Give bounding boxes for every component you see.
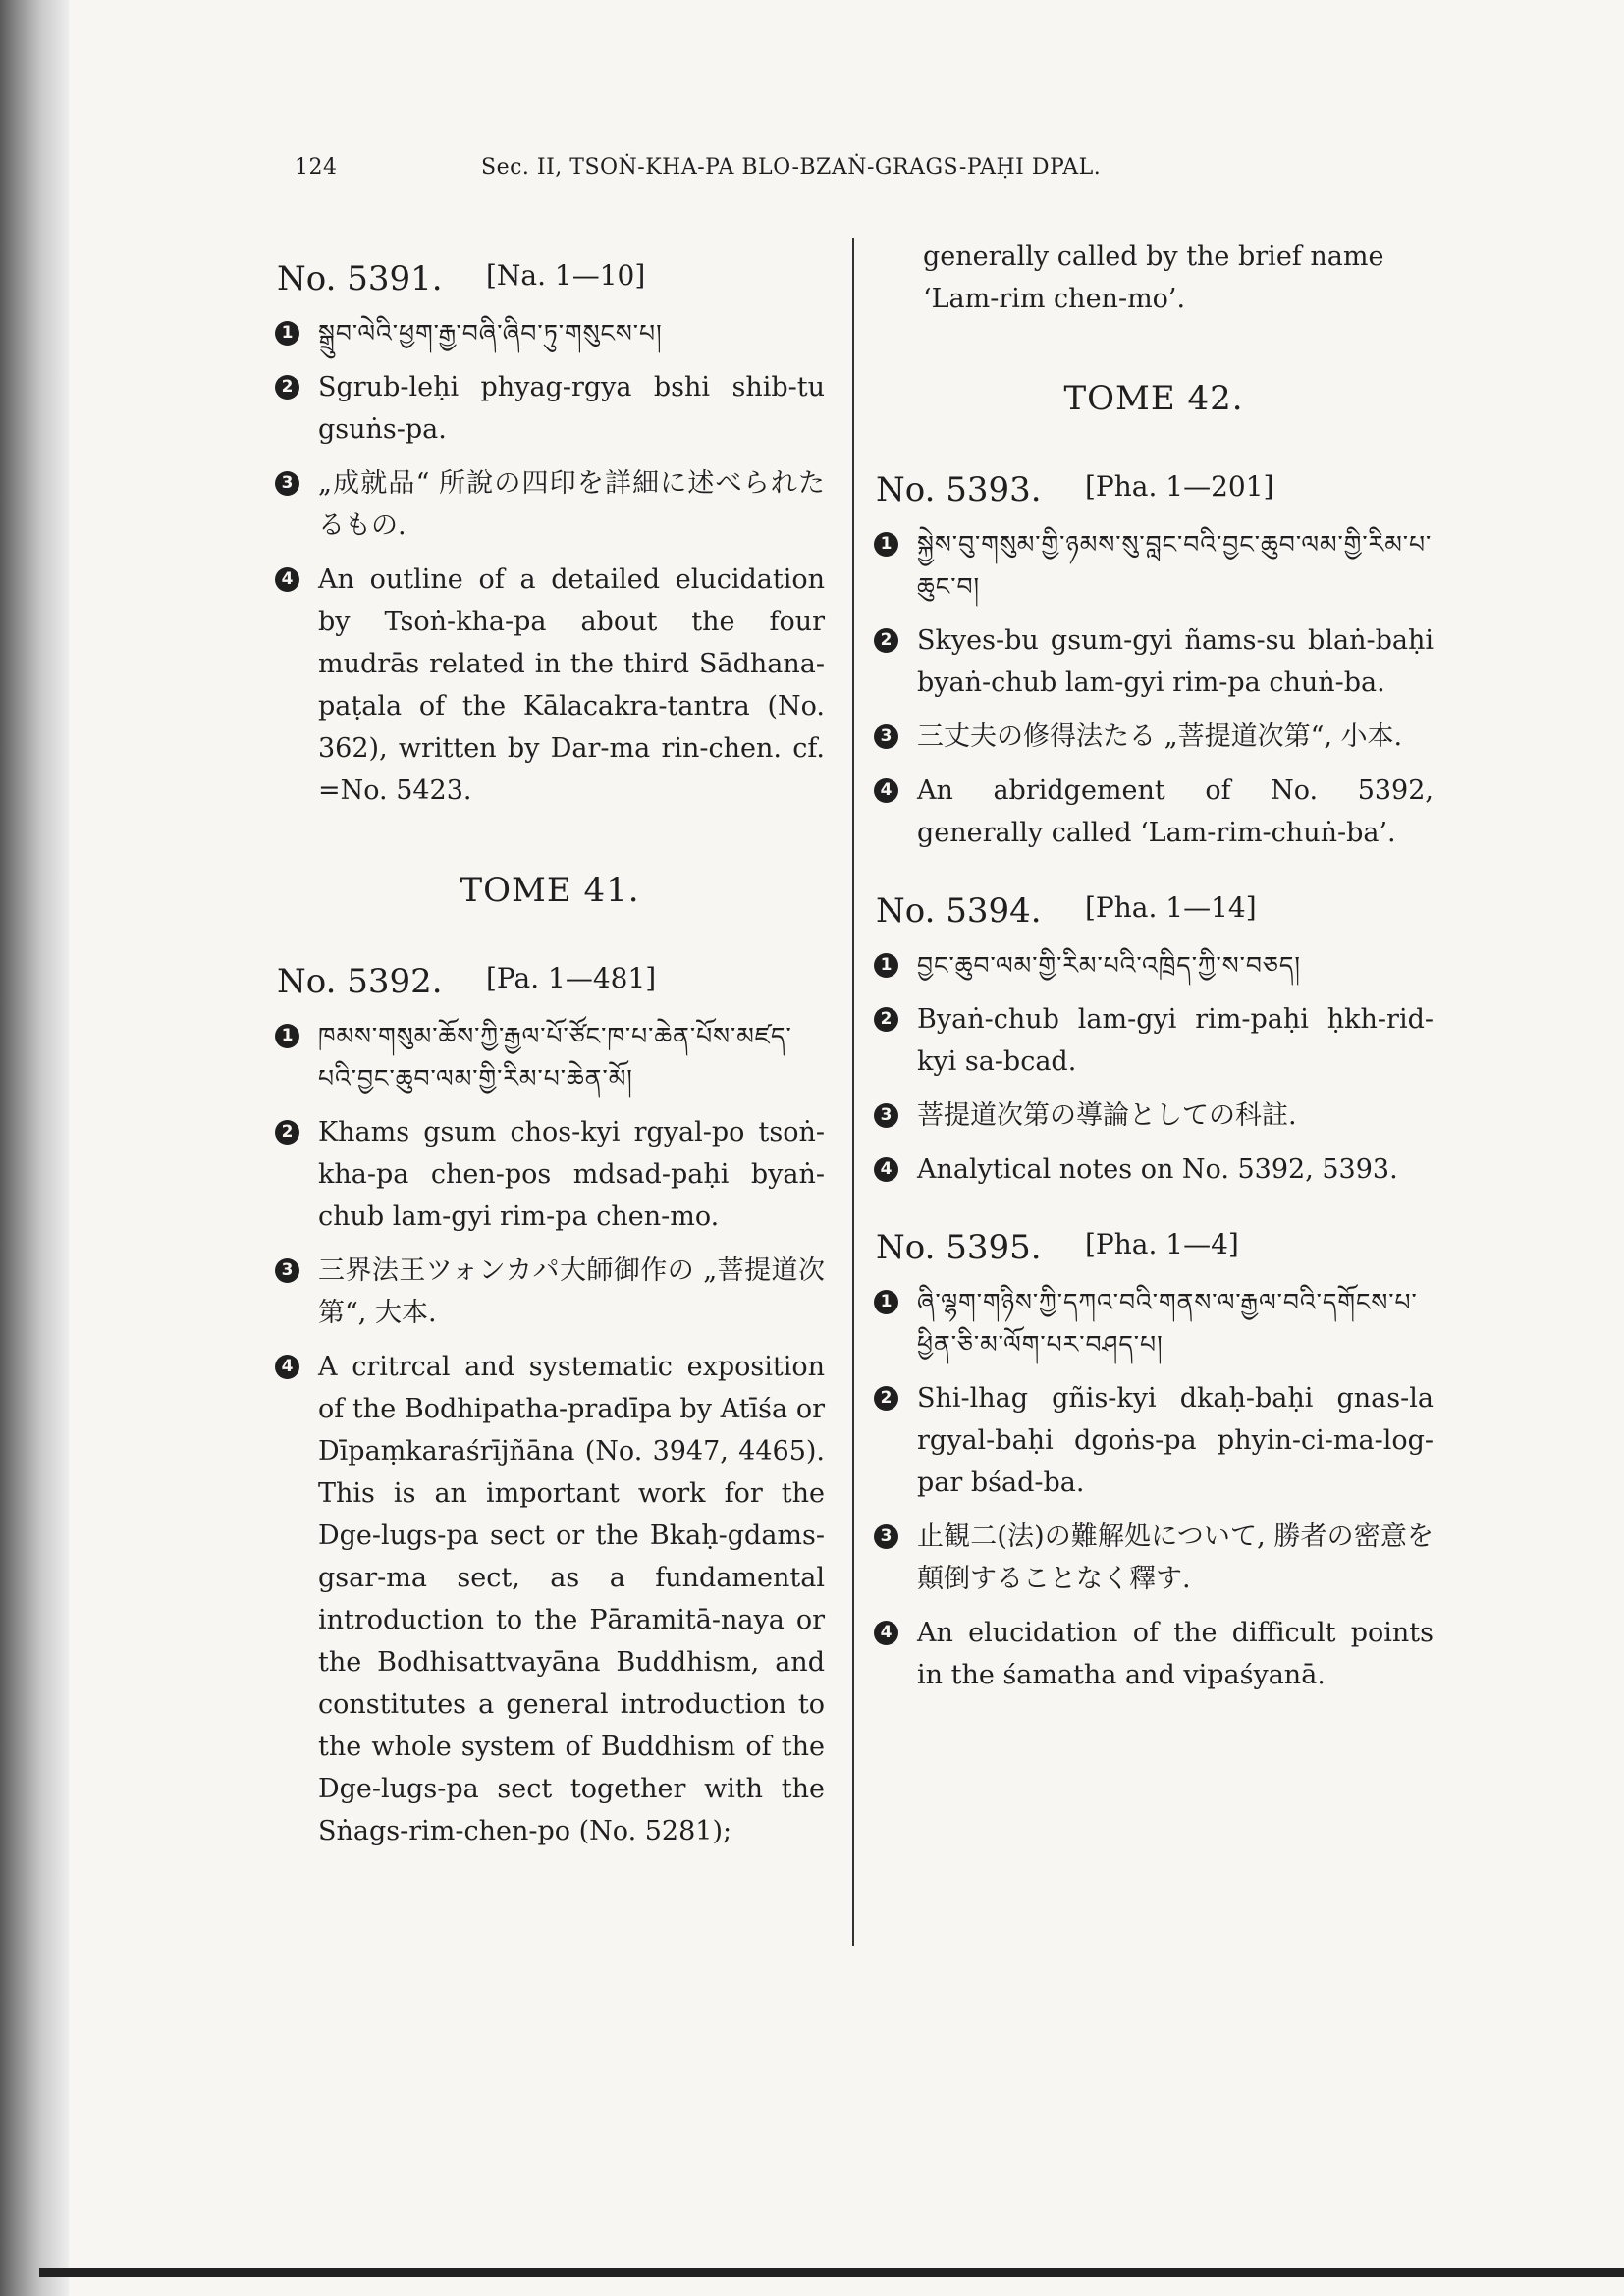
tibetan-title-item	[874, 944, 1434, 987]
tibetan-title: ཞི་ལྷག་གཉིས་ཀྱི་དཀའ་བའི་གནས་ལ་རྒྱལ་བའི་དགོངས་པ་ཕྱིན་ཅི་མ་ལོག་པར་བཤད་པ།	[917, 1288, 1418, 1359]
japanese-item	[874, 1516, 1434, 1600]
entry-heading	[874, 1220, 1434, 1269]
entry-number: No. 5394.	[876, 891, 1042, 931]
circled-4-icon: 4	[275, 567, 299, 592]
english-description: A critrcal and systematic exposition of the Bodhipatha-pradīpa by Atīśa or Dīpaṃkaraśrījñāna (No. 3947, 4465). This is an important work for the Dge-lugs-pa sect or the Bkaḥ-gdams-gsar-ma sect, as a fundamental introduction to the Pāramitā-naya or the Bodhisattvayāna Buddhism, and constitutes a general introduction to the whole system of Buddhism of the Dge-lugs-pa sect together with the Sṅags-rim-chen-po (No. 5281);	[318, 1352, 825, 1846]
circled-2-icon: 2	[275, 1120, 299, 1145]
english-item	[874, 1148, 1434, 1191]
tibetan-title: བྱང་ཆུབ་ལམ་གྱི་རིམ་པའི་འཁྲིད་ཀྱི་ས་བཅད།	[917, 951, 1301, 980]
circled-3-icon: 3	[874, 724, 898, 749]
entry-5391	[275, 251, 825, 812]
japanese-translation: 止観二(法)の難解処について, 勝者の密意を顛倒することなく釋す.	[917, 1522, 1434, 1594]
circled-4-icon: 4	[874, 778, 898, 803]
entry-folio-ref: [Pha. 1—201]	[1085, 470, 1274, 503]
transliteration: Shi-lhag gñis-kyi dkaḥ-baḥi gnas-la rgyal-baḥi dgoṅs-pa phyin-ci-ma-log-par bśad-ba.	[917, 1383, 1434, 1498]
tibetan-title-item	[275, 1015, 825, 1099]
tome-heading: TOME 42.	[1063, 379, 1244, 418]
circled-4-icon: 4	[275, 1355, 299, 1379]
circled-3-icon: 3	[275, 471, 299, 496]
tibetan-title-item	[874, 1281, 1434, 1365]
running-header	[285, 147, 1276, 187]
column-divider	[852, 238, 854, 1946]
entry-number: No. 5392.	[277, 962, 443, 1001]
entry-folio-ref: [Na. 1—10]	[486, 259, 646, 292]
circled-4-icon: 4	[874, 1157, 898, 1182]
japanese-translation: 菩提道次第の導論としての科註.	[917, 1100, 1297, 1131]
circled-3-icon: 3	[874, 1524, 898, 1549]
transliteration: Skyes-bu gsum-gyi ñams-su blaṅ-baḥi byaṅ-chub lam-gyi rim-pa chuṅ-ba.	[917, 625, 1434, 698]
japanese-item	[275, 1250, 825, 1334]
circled-1-icon: 1	[275, 1024, 299, 1048]
english-description: An outline of a detailed elucidation by Tsoṅ-kha-pa about the four mudrās related in the third Sādhana-paṭala of the Kālacakra-tantra (No. 362), written by Dar-ma rin-chen. cf. =No. 5423.	[318, 564, 825, 806]
circled-2-icon: 2	[874, 1007, 898, 1032]
tome-heading: TOME 41.	[460, 871, 640, 910]
english-item	[874, 1612, 1434, 1696]
circled-1-icon: 1	[874, 953, 898, 978]
entry-5392	[275, 954, 825, 1852]
entry-5395	[874, 1220, 1434, 1696]
japanese-translation: „成就品“ 所說の四印を詳細に述べられたるもの.	[318, 468, 825, 541]
english-description: An elucidation of the difficult points in the śamatha and vipaśyanā.	[917, 1618, 1434, 1690]
english-item	[874, 770, 1434, 854]
transliteration-item	[874, 998, 1434, 1083]
tibetan-title: ཁམས་གསུམ་ཆོས་ཀྱི་རྒྱལ་པོ་ཙོང་ཁ་པ་ཆེན་པོས་མཛད་པའི་བྱང་ཆུབ་ལམ་གྱི་རིམ་པ་ཆེན་མོ།	[318, 1022, 792, 1093]
transliteration-item	[275, 1111, 825, 1238]
page-number: 124	[295, 155, 338, 180]
circled-1-icon: 1	[275, 321, 299, 346]
tibetan-title-item	[874, 523, 1434, 608]
circled-2-icon: 2	[874, 628, 898, 653]
entry-number: No. 5391.	[277, 259, 443, 298]
entry-folio-ref: [Pha. 1—4]	[1085, 1228, 1239, 1260]
tibetan-title: སྐྱེས་བུ་གསུམ་གྱི་ཉམས་སུ་བླང་བའི་བྱང་ཆུབ་ལམ་གྱི་རིམ་པ་ཆུང་བ།	[917, 530, 1433, 601]
english-description: An abridgement of No. 5392, generally called ‘Lam-rim-chuṅ-ba’.	[917, 775, 1434, 848]
english-description: Analytical notes on No. 5392, 5393.	[917, 1154, 1398, 1185]
entry-folio-ref: [Pa. 1—481]	[486, 962, 657, 994]
circled-2-icon: 2	[874, 1386, 898, 1411]
entry-number: No. 5395.	[876, 1228, 1042, 1267]
transliteration-item	[275, 366, 825, 451]
right-column	[874, 236, 1434, 1708]
continued-text: generally called by the brief name ‘Lam-rim chen-mo’.	[923, 241, 1384, 314]
circled-1-icon: 1	[874, 1290, 898, 1314]
tibetan-title-item	[275, 312, 825, 354]
japanese-item	[874, 1095, 1434, 1137]
entry-heading	[874, 883, 1434, 933]
entry-5393	[874, 462, 1434, 854]
entry-heading	[874, 462, 1434, 511]
entry-heading	[275, 954, 825, 1003]
book-binding-edge	[0, 0, 69, 2296]
entry-number: No. 5393.	[876, 470, 1042, 509]
english-item	[275, 1346, 825, 1852]
bottom-scan-edge	[39, 2268, 1624, 2277]
transliteration: Sgrub-leḥi phyag-rgya bshi shib-tu gsuṅs-pa.	[318, 372, 825, 445]
circled-4-icon: 4	[874, 1621, 898, 1645]
japanese-item	[874, 716, 1434, 758]
circled-3-icon: 3	[874, 1103, 898, 1128]
japanese-item	[275, 462, 825, 547]
tibetan-title: སྒྲུབ་ལེའི་ཕྱག་རྒྱ་བཞི་ཞིབ་ཏུ་གསུངས་པ།	[318, 319, 663, 347]
circled-3-icon: 3	[275, 1258, 299, 1283]
japanese-translation: 三丈夫の修得法たる „菩提道次第“, 小本.	[917, 721, 1403, 752]
transliteration: Byaṅ-chub lam-gyi rim-paḥi ḥkh-rid-kyi sa-bcad.	[917, 1004, 1434, 1077]
circled-2-icon: 2	[275, 375, 299, 400]
english-item	[275, 559, 825, 812]
running-title: Sec. II, TSOṄ-KHA-PA BLO-BZAṄ-GRAGS-PAḤI DPAL.	[481, 155, 1102, 180]
japanese-translation: 三界法王ツォンカパ大師御作の „菩提道次第“, 大本.	[318, 1255, 825, 1328]
entry-5394	[874, 883, 1434, 1191]
entry-heading	[275, 251, 825, 300]
transliteration: Khams gsum chos-kyi rgyal-po tsoṅ-kha-pa chen-pos mdsad-paḥi byaṅ-chub lam-gyi rim-pa chen-mo.	[318, 1117, 825, 1232]
circled-1-icon: 1	[874, 532, 898, 557]
entry-folio-ref: [Pha. 1—14]	[1085, 891, 1257, 924]
transliteration-item	[874, 1377, 1434, 1504]
left-column	[275, 236, 825, 1864]
transliteration-item	[874, 619, 1434, 704]
